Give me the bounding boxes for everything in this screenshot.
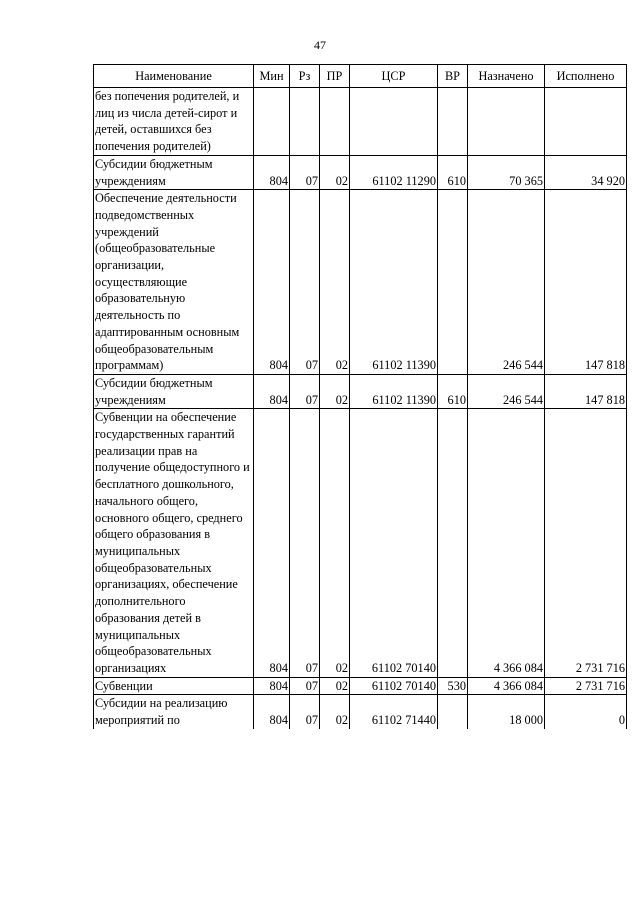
cell-planned: 4 366 084 [468, 677, 545, 695]
cell-executed: 34 920 [545, 155, 627, 189]
cell-vr: 610 [438, 155, 468, 189]
cell-name: Субвенции на обеспечение государственных гарантий реализации прав на получение общедоступного и бесплатного дошкольного, начального общего, основного общего, среднего общего образования в муниципальных общеобразовательных организациях, обеспечение дополнительного образования детей в муниципальных общеобразовательных организациях [94, 409, 254, 677]
table-row [94, 88, 627, 156]
cell-csr: 61102 11390 [350, 190, 438, 375]
cell-csr: 61102 11290 [350, 155, 438, 189]
cell-vr [438, 88, 468, 156]
cell-executed: 147 818 [545, 374, 627, 408]
table-row [94, 190, 627, 375]
cell-csr [350, 88, 438, 156]
cell-rz: 07 [290, 374, 320, 408]
cell-executed: 0 [545, 695, 627, 729]
cell-planned [468, 88, 545, 156]
table-row [94, 677, 627, 695]
cell-vr: 610 [438, 374, 468, 408]
cell-min: 804 [254, 677, 290, 695]
table-row [94, 155, 627, 189]
cell-min: 804 [254, 695, 290, 729]
cell-rz: 07 [290, 677, 320, 695]
cell-pr [320, 88, 350, 156]
cell-pr: 02 [320, 155, 350, 189]
header-planned: Назначено [468, 65, 545, 88]
cell-min: 804 [254, 155, 290, 189]
cell-csr: 61102 11390 [350, 374, 438, 408]
table-row [94, 409, 627, 677]
cell-planned: 4 366 084 [468, 409, 545, 677]
cell-vr: 530 [438, 677, 468, 695]
cell-executed: 147 818 [545, 190, 627, 375]
cell-planned: 70 365 [468, 155, 545, 189]
cell-min: 804 [254, 190, 290, 375]
cell-csr: 61102 70140 [350, 677, 438, 695]
table-row [94, 374, 627, 408]
header-pr: ПР [320, 65, 350, 88]
cell-planned: 246 544 [468, 374, 545, 408]
table-header-row [94, 65, 627, 88]
cell-name: Субсидии бюджетным учреждениям [94, 374, 254, 408]
cell-pr: 02 [320, 409, 350, 677]
budget-table [93, 64, 627, 729]
header-rz: Рз [290, 65, 320, 88]
cell-rz [290, 88, 320, 156]
cell-name: Субсидии на реализацию мероприятий по [94, 695, 254, 729]
cell-min: 804 [254, 374, 290, 408]
header-vr: ВР [438, 65, 468, 88]
cell-rz: 07 [290, 155, 320, 189]
table-row [94, 695, 627, 729]
cell-vr [438, 409, 468, 677]
header-name: Наименование [94, 65, 254, 88]
cell-pr: 02 [320, 677, 350, 695]
page-number: 47 [314, 38, 326, 52]
header-min: Мин [254, 65, 290, 88]
cell-name: Обеспечение деятельности подведомственных учреждений (общеобразовательные организации, осуществляющие образовательную деятельность по адаптированным основным общеобразовательным программам) [94, 190, 254, 375]
cell-name: Субвенции [94, 677, 254, 695]
cell-planned: 246 544 [468, 190, 545, 375]
header-executed: Исполнено [545, 65, 627, 88]
cell-pr: 02 [320, 695, 350, 729]
cell-pr: 02 [320, 190, 350, 375]
cell-name: без попечения родителей, и лиц из числа детей-сирот и детей, оставшихся без попечения родителей) [94, 88, 254, 156]
cell-rz: 07 [290, 409, 320, 677]
cell-min [254, 88, 290, 156]
header-csr: ЦСР [350, 65, 438, 88]
cell-csr: 61102 70140 [350, 409, 438, 677]
cell-vr [438, 695, 468, 729]
cell-csr: 61102 71440 [350, 695, 438, 729]
cell-min: 804 [254, 409, 290, 677]
cell-rz: 07 [290, 190, 320, 375]
cell-pr: 02 [320, 374, 350, 408]
cell-executed: 2 731 716 [545, 409, 627, 677]
cell-planned: 18 000 [468, 695, 545, 729]
cell-name: Субсидии бюджетным учреждениям [94, 155, 254, 189]
cell-rz: 07 [290, 695, 320, 729]
cell-executed [545, 88, 627, 156]
cell-executed: 2 731 716 [545, 677, 627, 695]
cell-vr [438, 190, 468, 375]
